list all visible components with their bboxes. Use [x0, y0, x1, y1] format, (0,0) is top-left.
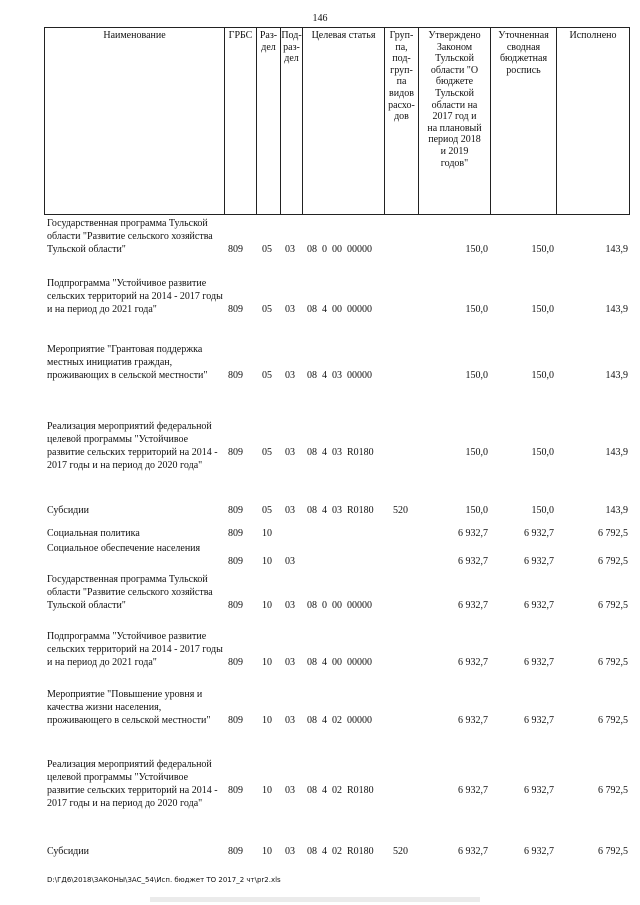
cell-utv: 150,0	[465, 505, 488, 516]
cell-isp: 143,9	[605, 370, 628, 381]
cell-grbs: 809	[228, 715, 243, 726]
cell-isp: 6 792,5	[598, 715, 628, 726]
cell-uto: 6 932,7	[524, 600, 554, 611]
row-name: Субсидии	[47, 505, 89, 516]
cell-grbs: 809	[228, 785, 243, 796]
cell-rz: 05	[262, 447, 272, 458]
cell-rz: 05	[262, 505, 272, 516]
cell-pr: 03	[285, 304, 295, 315]
cell-grbs: 809	[228, 244, 243, 255]
row-name: Субсидии	[47, 846, 89, 857]
cell-pr: 03	[285, 846, 295, 857]
row-name: Реализация мероприятий федеральной целевой программы "Устойчивое развитие сельских территорий на 2014 - 2017 годы и на период до 2020 года"	[47, 421, 218, 471]
header-grbs: ГРБС	[228, 30, 253, 41]
cell-isp: 143,9	[605, 244, 628, 255]
cell-uto: 6 932,7	[524, 657, 554, 668]
row-name: Мероприятие "Грантовая поддержка местных инициатив граждан, проживающих в сельской местности"	[47, 344, 208, 381]
cell-utv: 6 932,7	[458, 657, 488, 668]
cell-rz: 10	[262, 528, 272, 539]
header-vline	[629, 27, 630, 215]
cell-utv: 6 932,7	[458, 556, 488, 567]
cell-isp: 6 792,5	[598, 600, 628, 611]
cell-utv: 6 932,7	[458, 600, 488, 611]
header-vline	[256, 27, 257, 215]
cell-uto: 6 932,7	[524, 556, 554, 567]
header-vline	[44, 27, 45, 215]
header-name: Наименование	[103, 30, 166, 41]
row-name: Социальная политика	[47, 528, 140, 539]
cell-utv: 150,0	[465, 304, 488, 315]
header-utochnennaya: Уточненная сводная бюджетная роспись	[498, 30, 549, 76]
cell-pr: 03	[285, 785, 295, 796]
cell-rz: 10	[262, 657, 272, 668]
header-utverzhdeno: Утверждено Законом Тульской области "О бюджете Тульской области на 2017 год и на плановый период 2018 и 2019 годов"	[427, 30, 482, 169]
cell-cs: 08 4 03 00000	[307, 370, 372, 381]
scan-artifact	[150, 897, 480, 902]
row-name: Социальное обеспечение населения	[47, 543, 201, 554]
cell-pr: 03	[285, 715, 295, 726]
cell-grbs: 809	[228, 657, 243, 668]
cell-pr: 03	[285, 556, 295, 567]
cell-isp: 6 792,5	[598, 657, 628, 668]
cell-rz: 10	[262, 785, 272, 796]
cell-cs: 08 4 03 R0180	[307, 505, 374, 516]
row-name: Подпрограмма "Устойчивое развитие сельских территорий на 2014 - 2017 годы и на период до 2021 года"	[47, 278, 223, 315]
header-top-border	[44, 27, 630, 28]
cell-rz: 05	[262, 244, 272, 255]
row-name: Государственная программа Тульской области "Развитие сельского хозяйства Тульской области"	[47, 218, 213, 255]
row-name: Государственная программа Тульской области "Развитие сельского хозяйства Тульской области"	[47, 574, 213, 611]
cell-utv: 150,0	[465, 447, 488, 458]
row-name: Мероприятие "Повышение уровня и качества жизни населения, проживающего в сельской местности"	[47, 689, 211, 726]
cell-cs: 08 0 00 00000	[307, 244, 372, 255]
cell-isp: 6 792,5	[598, 785, 628, 796]
header-vline	[556, 27, 557, 215]
cell-isp: 6 792,5	[598, 528, 628, 539]
cell-utv: 150,0	[465, 244, 488, 255]
cell-cs: 08 0 00 00000	[307, 600, 372, 611]
file-path-footer: D:\ГД6\2018\ЗАКОНЫ\ЗАС_54\Исп. бюджет ТО 2017_2 чт\pr2.xls	[47, 876, 281, 884]
cell-pr: 03	[285, 505, 295, 516]
cell-isp: 6 792,5	[598, 846, 628, 857]
cell-uto: 6 932,7	[524, 846, 554, 857]
cell-uto: 150,0	[531, 244, 554, 255]
header-vline	[302, 27, 303, 215]
header-ispolneno: Исполнено	[569, 30, 617, 41]
cell-isp: 143,9	[605, 304, 628, 315]
cell-cs: 08 4 02 00000	[307, 715, 372, 726]
cell-rz: 10	[262, 715, 272, 726]
cell-uto: 150,0	[531, 447, 554, 458]
cell-grbs: 809	[228, 528, 243, 539]
cell-utv: 6 932,7	[458, 785, 488, 796]
cell-cs: 08 4 00 00000	[307, 304, 372, 315]
cell-rz: 05	[262, 304, 272, 315]
cell-isp: 143,9	[605, 505, 628, 516]
cell-grbs: 809	[228, 505, 243, 516]
cell-cs: 08 4 02 R0180	[307, 846, 374, 857]
cell-grbs: 809	[228, 304, 243, 315]
cell-grbs: 809	[228, 370, 243, 381]
cell-vr: 520	[393, 505, 408, 516]
cell-rz: 05	[262, 370, 272, 381]
cell-pr: 03	[285, 600, 295, 611]
cell-grbs: 809	[228, 556, 243, 567]
row-name: Реализация мероприятий федеральной целевой программы "Устойчивое развитие сельских территорий на 2014 - 2017 годы и на период до 2020 года"	[47, 759, 218, 809]
cell-pr: 03	[285, 657, 295, 668]
header-bottom-border	[44, 214, 630, 215]
row-name: Подпрограмма "Устойчивое развитие сельских территорий на 2014 - 2017 годы и на период до 2021 года"	[47, 631, 223, 668]
header-razdel: Раз- дел	[259, 30, 278, 53]
header-gruppa-vidov: Груп- па, под- груп- па видов расхо- дов	[388, 30, 415, 123]
header-podrazdel: Под- раз- дел	[281, 30, 302, 65]
cell-uto: 150,0	[531, 304, 554, 315]
cell-uto: 6 932,7	[524, 785, 554, 796]
cell-pr: 03	[285, 370, 295, 381]
cell-utv: 6 932,7	[458, 715, 488, 726]
cell-isp: 143,9	[605, 447, 628, 458]
cell-isp: 6 792,5	[598, 556, 628, 567]
cell-rz: 10	[262, 556, 272, 567]
cell-grbs: 809	[228, 846, 243, 857]
cell-uto: 6 932,7	[524, 715, 554, 726]
cell-utv: 6 932,7	[458, 846, 488, 857]
cell-utv: 6 932,7	[458, 528, 488, 539]
page-number: 146	[312, 13, 328, 24]
cell-rz: 10	[262, 600, 272, 611]
cell-uto: 150,0	[531, 370, 554, 381]
cell-pr: 03	[285, 244, 295, 255]
cell-rz: 10	[262, 846, 272, 857]
cell-uto: 6 932,7	[524, 528, 554, 539]
cell-pr: 03	[285, 447, 295, 458]
cell-uto: 150,0	[531, 505, 554, 516]
cell-utv: 150,0	[465, 370, 488, 381]
cell-cs: 08 4 03 R0180	[307, 447, 374, 458]
cell-vr: 520	[393, 846, 408, 857]
cell-grbs: 809	[228, 447, 243, 458]
cell-cs: 08 4 02 R0180	[307, 785, 374, 796]
header-celevaya-statya: Целевая статья	[311, 30, 376, 41]
cell-cs: 08 4 00 00000	[307, 657, 372, 668]
cell-grbs: 809	[228, 600, 243, 611]
header-vline	[224, 27, 225, 215]
